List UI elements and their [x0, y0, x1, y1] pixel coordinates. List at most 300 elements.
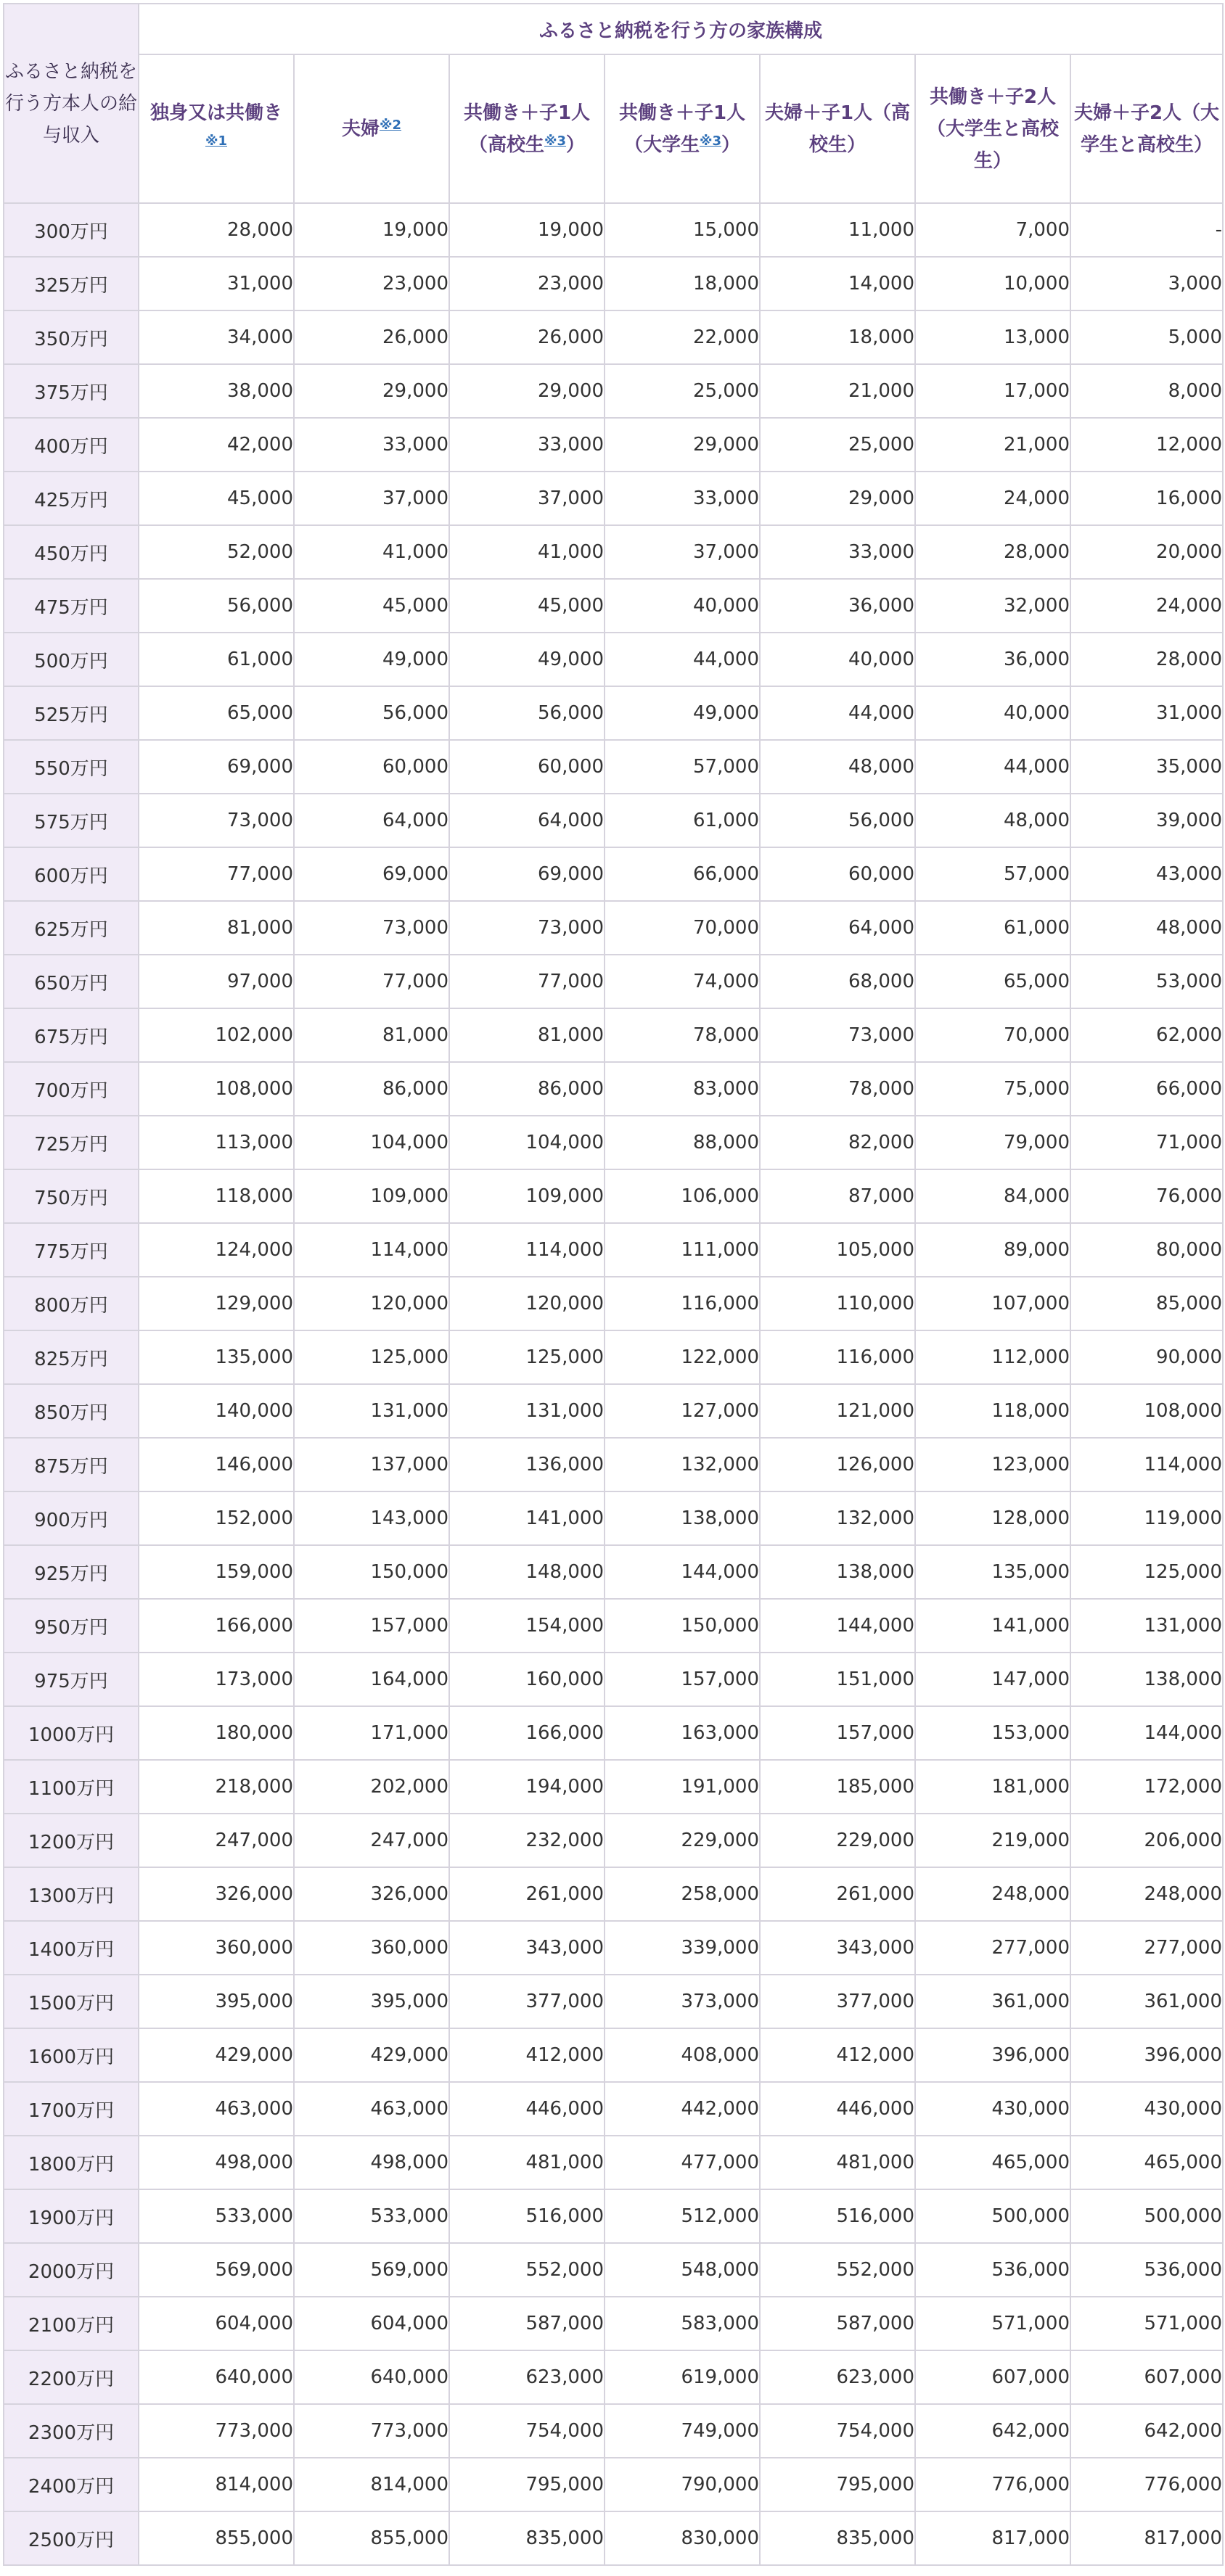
deduction-limit-cell: 60,000	[449, 740, 605, 794]
deduction-limit-cell: 62,000	[1070, 1008, 1223, 1062]
deduction-limit-cell: 73,000	[449, 901, 605, 955]
deduction-limit-cell: 77,000	[449, 955, 605, 1008]
table-row	[4, 633, 1223, 686]
deduction-limit-cell: 795,000	[760, 2458, 915, 2511]
income-cell: 1500万円	[4, 1975, 139, 2028]
deduction-limit-cell: 108,000	[1070, 1384, 1223, 1438]
income-cell: 1000万円	[4, 1706, 139, 1760]
deduction-limit-cell: 218,000	[139, 1760, 294, 1814]
deduction-limit-cell: 40,000	[760, 633, 915, 686]
deduction-limit-cell: 78,000	[760, 1062, 915, 1116]
deduction-limit-cell: 247,000	[139, 1814, 294, 1867]
deduction-limit-cell: 35,000	[1070, 740, 1223, 794]
deduction-limit-cell: 135,000	[139, 1330, 294, 1384]
deduction-limit-cell: 37,000	[605, 525, 760, 579]
deduction-limit-cell: 60,000	[760, 847, 915, 901]
deduction-limit-cell: 38,000	[139, 364, 294, 418]
income-cell: 2400万円	[4, 2458, 139, 2511]
table-row	[4, 955, 1223, 1008]
deduction-limit-cell: 119,000	[1070, 1491, 1223, 1545]
deduction-limit-cell: 408,000	[605, 2028, 760, 2082]
deduction-limit-cell: 138,000	[605, 1491, 760, 1545]
deduction-limit-cell: 477,000	[605, 2136, 760, 2189]
table-row	[4, 1706, 1223, 1760]
deduction-limit-cell: 465,000	[1070, 2136, 1223, 2189]
deduction-limit-cell: 79,000	[915, 1116, 1070, 1169]
deduction-limit-cell: 73,000	[760, 1008, 915, 1062]
table-row	[4, 364, 1223, 418]
deduction-limit-cell: 33,000	[760, 525, 915, 579]
deduction-limit-cell: 248,000	[1070, 1867, 1223, 1921]
table-row	[4, 2243, 1223, 2297]
table-row	[4, 1116, 1223, 1169]
deduction-limit-cell: 41,000	[294, 525, 449, 579]
deduction-limit-cell: 124,000	[139, 1223, 294, 1277]
deduction-limit-cell: 206,000	[1070, 1814, 1223, 1867]
deduction-limit-cell: 571,000	[915, 2297, 1070, 2350]
deduction-limit-cell: 45,000	[139, 472, 294, 525]
deduction-limit-cell: 623,000	[760, 2350, 915, 2404]
table-row	[4, 418, 1223, 472]
deduction-limit-cell: 61,000	[139, 633, 294, 686]
table-row	[4, 310, 1223, 364]
deduction-limit-cell: 623,000	[449, 2350, 605, 2404]
deduction-limit-cell: 31,000	[1070, 686, 1223, 740]
table-row	[4, 1921, 1223, 1975]
income-cell: 1700万円	[4, 2082, 139, 2136]
deduction-limit-cell: 76,000	[1070, 1169, 1223, 1223]
deduction-limit-cell: 89,000	[915, 1223, 1070, 1277]
income-cell: 325万円	[4, 257, 139, 310]
deduction-limit-cell: 123,000	[915, 1438, 1070, 1491]
deduction-limit-cell: 25,000	[605, 364, 760, 418]
deduction-limit-cell: 429,000	[139, 2028, 294, 2082]
deduction-limit-cell: 219,000	[915, 1814, 1070, 1867]
income-cell: 2500万円	[4, 2511, 139, 2565]
deduction-limit-cell: 41,000	[449, 525, 605, 579]
deduction-limit-cell: 261,000	[760, 1867, 915, 1921]
income-cell: 875万円	[4, 1438, 139, 1491]
deduction-limit-cell: 790,000	[605, 2458, 760, 2511]
deduction-limit-cell: 61,000	[605, 794, 760, 847]
deduction-limit-cell: 26,000	[449, 310, 605, 364]
income-column-header: ふるさと納税を行う方本人の給与収入	[4, 4, 139, 203]
table-row	[4, 1277, 1223, 1330]
deduction-limit-cell: 44,000	[915, 740, 1070, 794]
deduction-limit-cell: 28,000	[915, 525, 1070, 579]
deduction-limit-cell: 48,000	[760, 740, 915, 794]
deduction-limit-cell: 463,000	[139, 2082, 294, 2136]
deduction-limit-cell: 150,000	[605, 1599, 760, 1653]
income-cell: 725万円	[4, 1116, 139, 1169]
deduction-limit-cell: 66,000	[1070, 1062, 1223, 1116]
table-row	[4, 472, 1223, 525]
deduction-limit-cell: 56,000	[449, 686, 605, 740]
deduction-limit-cell: 396,000	[1070, 2028, 1223, 2082]
deduction-limit-cell: 18,000	[605, 257, 760, 310]
deduction-limit-cell: 229,000	[760, 1814, 915, 1867]
deduction-limit-cell: 157,000	[605, 1653, 760, 1706]
deduction-limit-cell: 31,000	[139, 257, 294, 310]
deduction-limit-cell: 463,000	[294, 2082, 449, 2136]
deduction-limit-cell: 604,000	[294, 2297, 449, 2350]
table-row	[4, 2404, 1223, 2458]
deduction-limit-cell: 125,000	[449, 1330, 605, 1384]
deduction-limit-cell: 43,000	[1070, 847, 1223, 901]
deduction-limit-cell: 44,000	[605, 633, 760, 686]
deduction-limit-cell: 361,000	[915, 1975, 1070, 2028]
deduction-limit-cell: 33,000	[294, 418, 449, 472]
deduction-limit-cell: 148,000	[449, 1545, 605, 1599]
deduction-limit-cell: 396,000	[915, 2028, 1070, 2082]
deduction-limit-cell: 151,000	[760, 1653, 915, 1706]
deduction-limit-cell: 430,000	[1070, 2082, 1223, 2136]
income-cell: 350万円	[4, 310, 139, 364]
deduction-limit-cell: 36,000	[760, 579, 915, 633]
deduction-limit-cell: 817,000	[915, 2511, 1070, 2565]
deduction-limit-cell: 185,000	[760, 1760, 915, 1814]
table-row	[4, 1491, 1223, 1545]
deduction-limit-cell: 619,000	[605, 2350, 760, 2404]
income-cell: 2300万円	[4, 2404, 139, 2458]
deduction-limit-cell: 107,000	[915, 1277, 1070, 1330]
deduction-limit-cell: 640,000	[139, 2350, 294, 2404]
income-cell: 850万円	[4, 1384, 139, 1438]
deduction-limit-cell: 37,000	[449, 472, 605, 525]
column-header-label: 共働き＋子2人（大学生と高校生）	[926, 86, 1059, 172]
deduction-limit-cell: 28,000	[1070, 633, 1223, 686]
deduction-limit-cell: 343,000	[449, 1921, 605, 1975]
deduction-limit-cell: 15,000	[605, 203, 760, 257]
deduction-limit-cell: 855,000	[294, 2511, 449, 2565]
deduction-limit-cell: 277,000	[1070, 1921, 1223, 1975]
footnote-link[interactable]: ※3	[699, 133, 722, 149]
deduction-limit-cell: 498,000	[294, 2136, 449, 2189]
deduction-limit-cell: 36,000	[915, 633, 1070, 686]
deduction-limit-cell: 40,000	[605, 579, 760, 633]
income-cell: 375万円	[4, 364, 139, 418]
deduction-limit-cell: 109,000	[449, 1169, 605, 1223]
income-cell: 700万円	[4, 1062, 139, 1116]
deduction-limit-cell: 26,000	[294, 310, 449, 364]
deduction-limit-cell: 131,000	[1070, 1599, 1223, 1653]
deduction-limit-cell: 71,000	[1070, 1116, 1223, 1169]
deduction-limit-cell: 57,000	[605, 740, 760, 794]
table-row	[4, 2511, 1223, 2565]
deduction-limit-cell: 587,000	[760, 2297, 915, 2350]
deduction-limit-cell: 70,000	[915, 1008, 1070, 1062]
deduction-limit-cell: 48,000	[1070, 901, 1223, 955]
deduction-limit-cell: 12,000	[1070, 418, 1223, 472]
deduction-limit-cell: 835,000	[760, 2511, 915, 2565]
deduction-limit-cell: 429,000	[294, 2028, 449, 2082]
deduction-limit-cell: 64,000	[760, 901, 915, 955]
table-row	[4, 2297, 1223, 2350]
deduction-limit-cell: 229,000	[605, 1814, 760, 1867]
deduction-limit-cell: 69,000	[139, 740, 294, 794]
deduction-limit-cell: 377,000	[760, 1975, 915, 2028]
income-cell: 475万円	[4, 579, 139, 633]
income-cell: 1200万円	[4, 1814, 139, 1867]
deduction-limit-cell: 19,000	[449, 203, 605, 257]
deduction-limit-cell: 56,000	[294, 686, 449, 740]
deduction-limit-cell: 77,000	[294, 955, 449, 1008]
deduction-limit-cell: 773,000	[139, 2404, 294, 2458]
deduction-limit-cell: 114,000	[449, 1223, 605, 1277]
deduction-limit-cell: 113,000	[139, 1116, 294, 1169]
table-row	[4, 2136, 1223, 2189]
deduction-limit-cell: 66,000	[605, 847, 760, 901]
deduction-limit-cell: 11,000	[760, 203, 915, 257]
deduction-limit-cell: 39,000	[1070, 794, 1223, 847]
deduction-limit-cell: 106,000	[605, 1169, 760, 1223]
table-row	[4, 794, 1223, 847]
income-cell: 775万円	[4, 1223, 139, 1277]
deduction-limit-cell: 277,000	[915, 1921, 1070, 1975]
deduction-limit-cell: 81,000	[449, 1008, 605, 1062]
deduction-limit-cell: 326,000	[139, 1867, 294, 1921]
income-cell: 1400万円	[4, 1921, 139, 1975]
deduction-limit-cell: 104,000	[294, 1116, 449, 1169]
deduction-limit-cell: 80,000	[1070, 1223, 1223, 1277]
deduction-limit-cell: 373,000	[605, 1975, 760, 2028]
deduction-limit-cell: 29,000	[760, 472, 915, 525]
deduction-limit-cell: 855,000	[139, 2511, 294, 2565]
deduction-limit-cell: 153,000	[915, 1706, 1070, 1760]
deduction-limit-cell: 45,000	[294, 579, 449, 633]
deduction-limit-cell: 360,000	[294, 1921, 449, 1975]
income-cell: 600万円	[4, 847, 139, 901]
deduction-limit-cell: 57,000	[915, 847, 1070, 901]
deduction-limit-cell: 49,000	[605, 686, 760, 740]
footnote-link[interactable]: ※1	[205, 133, 228, 149]
deduction-limit-cell: 138,000	[760, 1545, 915, 1599]
column-header-label: 共働き＋子1人（大学生	[618, 102, 746, 156]
deduction-limit-cell: 754,000	[760, 2404, 915, 2458]
deduction-limit-cell: 498,000	[139, 2136, 294, 2189]
table-row	[4, 257, 1223, 310]
income-cell: 2200万円	[4, 2350, 139, 2404]
deduction-limit-cell: 112,000	[915, 1330, 1070, 1384]
deduction-limit-cell: 49,000	[449, 633, 605, 686]
deduction-limit-cell: 258,000	[605, 1867, 760, 1921]
deduction-limit-cell: 114,000	[1070, 1438, 1223, 1491]
deduction-limit-cell: 776,000	[1070, 2458, 1223, 2511]
table-row	[4, 740, 1223, 794]
deduction-limit-cell: 110,000	[760, 1277, 915, 1330]
deduction-limit-cell: 116,000	[605, 1277, 760, 1330]
deduction-limit-cell: 465,000	[915, 2136, 1070, 2189]
deduction-limit-cell: 569,000	[139, 2243, 294, 2297]
income-cell: 300万円	[4, 203, 139, 257]
deduction-limit-cell: 138,000	[1070, 1653, 1223, 1706]
deduction-limit-cell: 68,000	[760, 955, 915, 1008]
deduction-limit-cell: 48,000	[915, 794, 1070, 847]
deduction-limit-cell: 152,000	[139, 1491, 294, 1545]
deduction-limit-cell: 377,000	[449, 1975, 605, 2028]
column-header-3	[449, 54, 605, 203]
deduction-limit-cell: 18,000	[760, 310, 915, 364]
income-cell: 450万円	[4, 525, 139, 579]
table-row	[4, 2028, 1223, 2082]
deduction-limit-cell: 144,000	[760, 1599, 915, 1653]
table-row	[4, 1223, 1223, 1277]
deduction-limit-cell: 65,000	[139, 686, 294, 740]
income-cell: 950万円	[4, 1599, 139, 1653]
deduction-limit-cell: 21,000	[760, 364, 915, 418]
deduction-limit-cell: 248,000	[915, 1867, 1070, 1921]
deduction-limit-cell: 172,000	[1070, 1760, 1223, 1814]
deduction-limit-cell: 13,000	[915, 310, 1070, 364]
deduction-limit-cell: 23,000	[294, 257, 449, 310]
income-cell: 900万円	[4, 1491, 139, 1545]
deduction-limit-cell: 120,000	[294, 1277, 449, 1330]
deduction-limit-cell: 37,000	[294, 472, 449, 525]
deduction-limit-cell: 14,000	[760, 257, 915, 310]
deduction-limit-cell: 90,000	[1070, 1330, 1223, 1384]
table-row	[4, 579, 1223, 633]
footnote-link[interactable]: ※2	[379, 117, 402, 133]
income-cell: 825万円	[4, 1330, 139, 1384]
table-row	[4, 1975, 1223, 2028]
deduction-limit-cell: 83,000	[605, 1062, 760, 1116]
deduction-limit-cell: 25,000	[760, 418, 915, 472]
deduction-limit-cell: 121,000	[760, 1384, 915, 1438]
deduction-limit-cell: 84,000	[915, 1169, 1070, 1223]
table-row	[4, 1814, 1223, 1867]
deduction-limit-cell: 481,000	[449, 2136, 605, 2189]
deduction-limit-cell: 122,000	[605, 1330, 760, 1384]
deduction-limit-cell: 60,000	[294, 740, 449, 794]
deduction-limit-cell: 536,000	[1070, 2243, 1223, 2297]
table-row	[4, 525, 1223, 579]
deduction-limit-cell: 136,000	[449, 1438, 605, 1491]
deduction-limit-cell: 40,000	[915, 686, 1070, 740]
deduction-limit-cell: 114,000	[294, 1223, 449, 1277]
deduction-limit-cell: 533,000	[139, 2189, 294, 2243]
deduction-limit-cell: 141,000	[449, 1491, 605, 1545]
deduction-limit-cell: 150,000	[294, 1545, 449, 1599]
deduction-limit-cell: 29,000	[294, 364, 449, 418]
footnote-link[interactable]: ※3	[544, 133, 567, 149]
deduction-limit-cell: 154,000	[449, 1599, 605, 1653]
deduction-limit-cell: 143,000	[294, 1491, 449, 1545]
deduction-limit-cell: -	[1070, 203, 1223, 257]
income-cell: 975万円	[4, 1653, 139, 1706]
deduction-limit-cell: 171,000	[294, 1706, 449, 1760]
deduction-limit-cell: 56,000	[139, 579, 294, 633]
deduction-limit-cell: 116,000	[760, 1330, 915, 1384]
table-row	[4, 203, 1223, 257]
deduction-limit-cell: 412,000	[760, 2028, 915, 2082]
income-cell: 800万円	[4, 1277, 139, 1330]
deduction-limit-cell: 70,000	[605, 901, 760, 955]
deduction-limit-cell: 160,000	[449, 1653, 605, 1706]
deduction-limit-cell: 144,000	[1070, 1706, 1223, 1760]
deduction-limit-cell: 53,000	[1070, 955, 1223, 1008]
deduction-limit-cell: 102,000	[139, 1008, 294, 1062]
deduction-limit-cell: 19,000	[294, 203, 449, 257]
deduction-limit-cell: 512,000	[605, 2189, 760, 2243]
deduction-limit-cell: 82,000	[760, 1116, 915, 1169]
table-row	[4, 686, 1223, 740]
deduction-limit-cell: 157,000	[760, 1706, 915, 1760]
deduction-limit-cell: 481,000	[760, 2136, 915, 2189]
deduction-limit-cell: 132,000	[605, 1438, 760, 1491]
deduction-limit-cell: 500,000	[915, 2189, 1070, 2243]
deduction-limit-cell: 87,000	[760, 1169, 915, 1223]
deduction-limit-cell: 157,000	[294, 1599, 449, 1653]
table-row	[4, 1330, 1223, 1384]
table-row	[4, 2189, 1223, 2243]
income-cell: 2100万円	[4, 2297, 139, 2350]
deduction-limit-cell: 8,000	[1070, 364, 1223, 418]
deduction-limit-cell: 533,000	[294, 2189, 449, 2243]
deduction-limit-cell: 127,000	[605, 1384, 760, 1438]
deduction-limit-cell: 3,000	[1070, 257, 1223, 310]
income-cell: 625万円	[4, 901, 139, 955]
deduction-limit-cell: 516,000	[760, 2189, 915, 2243]
income-cell: 2000万円	[4, 2243, 139, 2297]
column-header-2	[294, 54, 449, 203]
deduction-limit-cell: 118,000	[915, 1384, 1070, 1438]
deduction-limit-cell: 361,000	[1070, 1975, 1223, 2028]
deduction-limit-cell: 166,000	[449, 1706, 605, 1760]
deduction-limit-cell: 125,000	[1070, 1545, 1223, 1599]
deduction-limit-cell: 552,000	[760, 2243, 915, 2297]
income-cell: 400万円	[4, 418, 139, 472]
table-row	[4, 1438, 1223, 1491]
deduction-limit-cell: 326,000	[294, 1867, 449, 1921]
deduction-limit-cell: 33,000	[449, 418, 605, 472]
deduction-limit-cell: 33,000	[605, 472, 760, 525]
deduction-limit-cell: 111,000	[605, 1223, 760, 1277]
deduction-limit-cell: 146,000	[139, 1438, 294, 1491]
deduction-limit-cell: 135,000	[915, 1545, 1070, 1599]
furusato-tax-table	[3, 3, 1224, 2566]
income-cell: 650万円	[4, 955, 139, 1008]
deduction-limit-cell: 194,000	[449, 1760, 605, 1814]
deduction-limit-cell: 120,000	[449, 1277, 605, 1330]
deduction-limit-cell: 126,000	[760, 1438, 915, 1491]
table-row	[4, 2082, 1223, 2136]
income-cell: 500万円	[4, 633, 139, 686]
income-cell: 1600万円	[4, 2028, 139, 2082]
column-header-label: 共働き＋子1人（高校生	[463, 102, 591, 156]
deduction-limit-cell: 105,000	[760, 1223, 915, 1277]
income-cell: 675万円	[4, 1008, 139, 1062]
deduction-limit-cell: 817,000	[1070, 2511, 1223, 2565]
income-cell: 1800万円	[4, 2136, 139, 2189]
deduction-limit-cell: 180,000	[139, 1706, 294, 1760]
deduction-limit-cell: 412,000	[449, 2028, 605, 2082]
table-row	[4, 2350, 1223, 2404]
income-cell: 1300万円	[4, 1867, 139, 1921]
deduction-limit-cell: 132,000	[760, 1491, 915, 1545]
deduction-limit-cell: 21,000	[915, 418, 1070, 472]
table-row	[4, 1867, 1223, 1921]
deduction-limit-cell: 159,000	[139, 1545, 294, 1599]
deduction-limit-cell: 147,000	[915, 1653, 1070, 1706]
income-cell: 525万円	[4, 686, 139, 740]
column-header-5	[760, 54, 915, 203]
deduction-limit-cell: 536,000	[915, 2243, 1070, 2297]
deduction-limit-cell: 261,000	[449, 1867, 605, 1921]
deduction-limit-cell: 22,000	[605, 310, 760, 364]
deduction-limit-cell: 232,000	[449, 1814, 605, 1867]
deduction-limit-cell: 34,000	[139, 310, 294, 364]
column-header-label: 夫婦＋子2人（大学生と高校生）	[1073, 102, 1220, 156]
